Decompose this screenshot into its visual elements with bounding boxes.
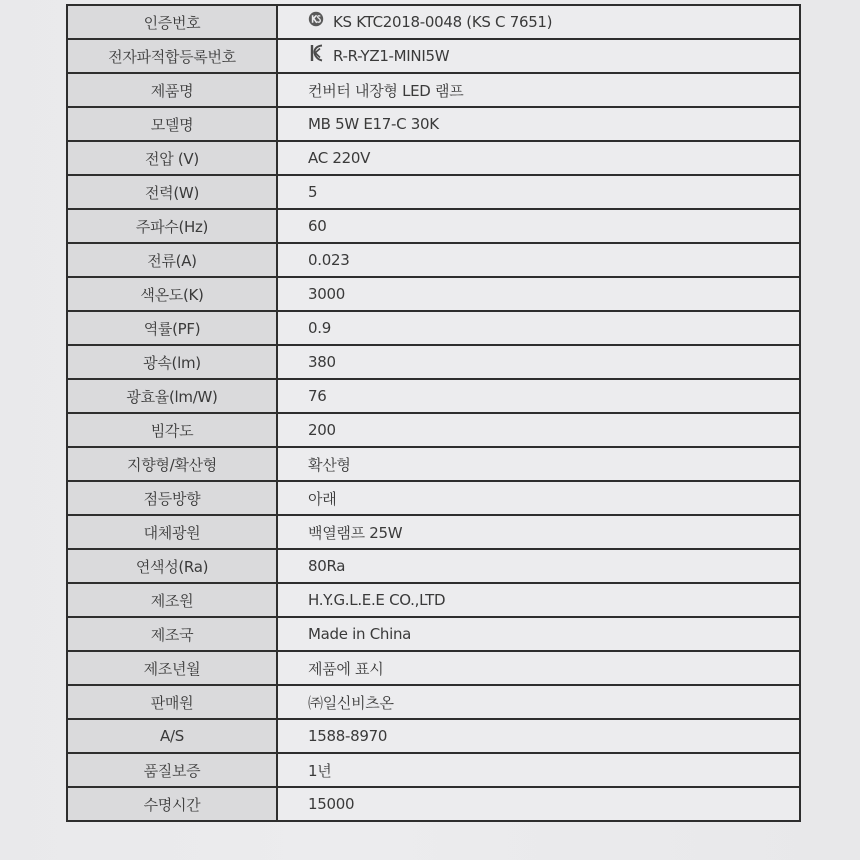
table-row	[67, 617, 800, 651]
row-value: 80Ra	[277, 549, 800, 583]
table-row	[67, 753, 800, 787]
table-row	[67, 311, 800, 345]
row-value: 1588-8970	[277, 719, 800, 753]
row-label: 연색성(Ra)	[67, 549, 277, 583]
row-value: AC 220V	[277, 141, 800, 175]
row-value: 76	[277, 379, 800, 413]
row-value: 3000	[277, 277, 800, 311]
row-value: 1년	[277, 753, 800, 787]
row-value: KS KTC2018-0048 (KS C 7651)	[333, 13, 553, 31]
row-label: 제조원	[67, 583, 277, 617]
row-label: 대체광원	[67, 515, 277, 549]
table-row	[67, 719, 800, 753]
table-row	[67, 277, 800, 311]
table-row	[67, 481, 800, 515]
row-label: 판매원	[67, 685, 277, 719]
table-row	[67, 209, 800, 243]
row-value: 확산형	[277, 447, 800, 481]
row-value: 컨버터 내장형 LED 램프	[277, 73, 800, 107]
row-label: 점등방향	[67, 481, 277, 515]
row-label: A/S	[67, 719, 277, 753]
table-row	[67, 379, 800, 413]
row-value: Made in China	[277, 617, 800, 651]
row-label: 제조국	[67, 617, 277, 651]
row-label: 전력(W)	[67, 175, 277, 209]
row-value-cell	[277, 39, 800, 73]
row-label: 빔각도	[67, 413, 277, 447]
table-row	[67, 549, 800, 583]
row-value: 60	[277, 209, 800, 243]
row-value: 15000	[277, 787, 800, 821]
table-row	[67, 583, 800, 617]
row-value: 5	[277, 175, 800, 209]
table-row	[67, 787, 800, 821]
row-value-cell	[277, 5, 800, 39]
row-value: MB 5W E17-C 30K	[277, 107, 800, 141]
table-row	[67, 515, 800, 549]
row-label: 지향형/확산형	[67, 447, 277, 481]
row-label: 전류(A)	[67, 243, 277, 277]
table-row	[67, 141, 800, 175]
row-value: R-R-YZ1-MINI5W	[333, 46, 450, 65]
row-label: 제조년월	[67, 651, 277, 685]
row-label: 품질보증	[67, 753, 277, 787]
table-row	[67, 413, 800, 447]
row-value: ㈜일신비츠온	[277, 685, 800, 719]
row-label: 전압 (V)	[67, 141, 277, 175]
table-row	[67, 107, 800, 141]
kc-mark-icon	[310, 43, 324, 67]
spec-table	[66, 4, 801, 822]
row-label: 역률(PF)	[67, 311, 277, 345]
table-row	[67, 5, 800, 39]
table-row	[67, 447, 800, 481]
row-value: 0.023	[277, 243, 800, 277]
ks-mark-icon	[308, 11, 324, 31]
row-value: 아래	[277, 481, 800, 515]
row-label: 모델명	[67, 107, 277, 141]
row-label: 인증번호	[67, 5, 277, 39]
row-value: 200	[277, 413, 800, 447]
row-label: 광속(lm)	[67, 345, 277, 379]
row-label: 제품명	[67, 73, 277, 107]
row-label: 전자파적합등록번호	[67, 39, 277, 73]
table-row	[67, 175, 800, 209]
row-value: H.Y.G.L.E.E CO.,LTD	[277, 583, 800, 617]
row-label: 주파수(Hz)	[67, 209, 277, 243]
row-value: 제품에 표시	[277, 651, 800, 685]
row-label: 색온도(K)	[67, 277, 277, 311]
row-label: 수명시간	[67, 787, 277, 821]
table-row	[67, 243, 800, 277]
table-row	[67, 685, 800, 719]
table-row	[67, 39, 800, 73]
row-label: 광효율(lm/W)	[67, 379, 277, 413]
row-value: 380	[277, 345, 800, 379]
row-value: 0.9	[277, 311, 800, 345]
table-row	[67, 345, 800, 379]
table-row	[67, 73, 800, 107]
row-value: 백열램프 25W	[277, 515, 800, 549]
table-row	[67, 651, 800, 685]
